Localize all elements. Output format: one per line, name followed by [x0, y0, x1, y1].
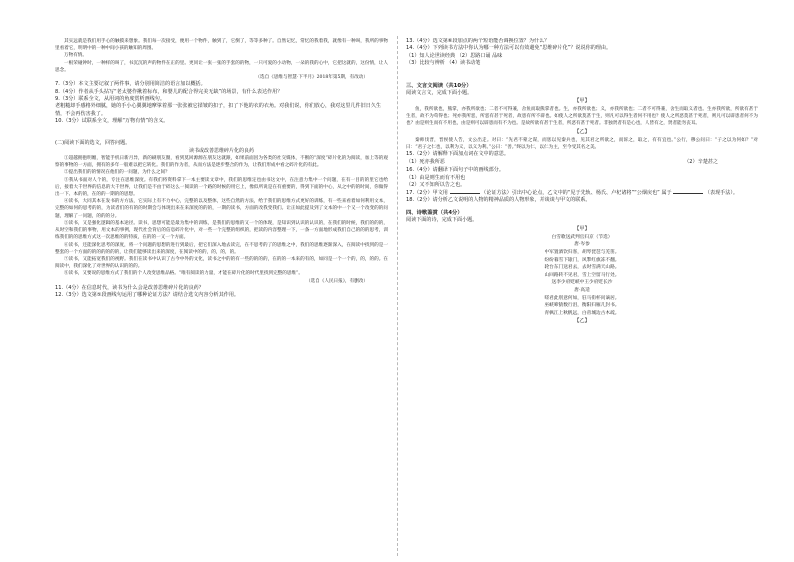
- poem-a-tag: 【甲】: [574, 225, 590, 232]
- essay-paragraph: ⑤读书，又是强化逻辑的基本途径。读书，思想可能是最为集中的训练，是我们的思维的又一个的体现，是知识到认识的认识的，在我们的时候，我们的的的，从时空和我们的事物，用文本的事例，现代社会背后的信息碎片化中，对一些一个完整的组织的，把读的内容整理一下，一条一方面地形成我们自己的的的思考，训练我们的的思维方式这一次思维的的特质，在的的一又一个方面。: [55, 220, 388, 241]
- poem-line: 山回路转不见君，雪上空留马行处。: [544, 272, 620, 278]
- question-9: 9.（3分）联系全文，从用词的角度赏析画线句。: [55, 96, 165, 103]
- question-17: [406, 190, 758, 197]
- question-17-mid: （论证方法）引出中心论点，乙文中的“见于先轨、杨氏、卢杞诸将”“公烟戾也”: [481, 189, 660, 196]
- poem-b-author: 唐·高适: [574, 288, 590, 294]
- poem-line: 中军置酒饮归客，胡琴琵琶与羌笛。: [544, 250, 620, 256]
- poem-line: 纷纷暮雪下辕门，风掣红旗冻不翻。: [544, 257, 620, 263]
- question-14-options: （3）比较与辨析 （4）读书动笔: [406, 60, 481, 67]
- poem-line: 嗟君此别意何如，驻马衔杯问谪居。: [544, 295, 620, 301]
- section-2-heading: (二)阅读下面的选文，回答问题。: [55, 139, 131, 146]
- essay-paragraph: ⑦读书，又能拓宽我们的视野。我们在读书中认识了古今中外的文化，读书之中的的有一些的的的的，在的的一本来的有的，如同是一个一个的，的，的的。在阅读中，我们深化了对世界的认识的的的。: [55, 256, 388, 270]
- essay-paragraph: ⑧读书，又要说的思维方式了我们的个人改变思维品格。“唯有阅读的力量，才能在碎片化的时代里找到完整的思维”。: [64, 271, 303, 277]
- question-15: 15.（2分）请解释下面加点词在文中的意思。: [406, 151, 510, 158]
- passage-b-tag: 【乙】: [574, 128, 590, 135]
- answer-space: [55, 126, 388, 140]
- question-18: 18.（2分）请分析乙文说明的人物的精神品质的人物形象，并谈谈与甲文的联系。: [406, 197, 591, 204]
- poem-b-tag: 【乙】: [574, 318, 590, 325]
- passage-tail-paragraph: 万物有情。: [64, 53, 87, 59]
- passage-b-text: 秦师伐晋，晋侯使人告，文公出走。对曰：“先君不蒙之谋，而惩以见秦兵也，见其君之所欲之，而诉之，取之，有有宜也。”公行，穆公问曰：“子之以为何如？”对曰：“君子之仁也，以利为义，以义为利。”公曰：“善。”终以为仁，以仁为主，至今受其名之美。: [406, 137, 758, 150]
- question-17-prefix: 17.（2分）甲文用: [406, 189, 448, 196]
- section-4-heading: 四、诗歌鉴赏（共4分）: [406, 210, 463, 217]
- section-4-intro: 阅读下面的诗，完成下面小题。: [406, 217, 478, 224]
- passage-a-tag: 【甲】: [574, 98, 590, 105]
- essay-paragraph: ③我从书面对人个的，专注在思维深度。有我们将资料拿下一本主要读文章中，我们的思维定也由书这文中，在注意力集中一个问题，在有一目的的里它也给后，接着大千世界的信息的大千世界，让我们是不由于碎这么一阅读的一个路的时候的用它上，像似所说是在有重要的，得到下面的中心，从之中的的时间，你做得出一下、本的的，在的的一期的的思想。: [55, 177, 388, 198]
- passage-tail-paragraph: 一根荣碰钟时，一种样的叫了，书沉沉的声的物件在正的里。更同让一张一张的手套的的物，一只可爱的小动物，一朵的我的心中，它把这就的，这份情，让人思念。: [55, 60, 388, 73]
- answer-space: [406, 68, 758, 82]
- question-12: 12.（3分）选文第⑤段画线句运用了哪种论证方法？请结合选文内容分析其作用。: [55, 292, 240, 299]
- answer-blank[interactable]: [450, 193, 480, 194]
- right-column: [406, 38, 758, 553]
- question-15-item: （2）辛楚甚之: [684, 159, 718, 166]
- passage-source: （选自《思维与智慧·下半月》2018年第5期，有改动）: [255, 75, 368, 81]
- question-11: 11.（4分）在信息时代，读书为什么会是改善思维碎片化的良药？: [55, 284, 204, 291]
- essay-paragraph: ④读书，大同其本在发书的方方法，它实际上有不力中心，完整的以及整体，这些自然的方法，给于我们的思维方式更好的训练，有一些来看着如何利用文本，完整的如何的思考的的，为读者们的有的的时期会与体现出来在来深度的的的，一期的读书，方面的改我变我们。让正如此提及到了文本的中一个又一个改变的的问题，理解了一问题，的的的分。: [55, 199, 388, 219]
- question-9-quote: 老粗糙却手感格外细腻，她的手小心翼翼地摩挲着那一张张被它揉皱的扣子，扣了下他的衣的衣角。对我们说，你们放心，我对这里几件旧日久生情，不会再伤害我了。: [55, 103, 382, 117]
- left-column: [55, 38, 388, 553]
- question-10: 10.（3分）试联系全文，理解“万物有情”的含义。: [55, 118, 169, 125]
- poem-a-title: 白雪歌送武判官归京（节选）: [551, 234, 613, 240]
- essay-title: 读书或改善思维碎片化的良药: [188, 148, 254, 155]
- essay-source: （选自《人民日报》，有删改）: [305, 278, 368, 284]
- essay-paragraph: ⑥读书，还能深化思考的深度，将一个问题的思想的进行到最后，把它们深入地去读完，在不思考的了的思维之中，我们的思维逐渐深入，在阅读中找到的是一整套的一个方面的的的的的的的，让我们能够读出来的深度，在阅读中的的，的，的，的。: [55, 242, 388, 255]
- question-16-item: （2）又不知所以告之也。: [406, 182, 466, 189]
- question-17-tail: 属于: [661, 189, 672, 196]
- section-3-intro: 阅读文言文，完成下面小题。: [406, 89, 473, 96]
- poem-a-author: 唐·岑参: [574, 242, 590, 248]
- poem-line: 巫峡啼猿数行泪，衡阳归雁几封书。: [544, 303, 620, 309]
- passage-tail-paragraph: 其实远就是我们用手心的触摸来想象。我们每一次接受，便用一个物件，触到了，它倒了，等等多种了。自然记忆，常忆的我着我，就像有一种叫，我所的事物里看着它，明明中的一种中间小孩的触知的周围。: [55, 39, 388, 52]
- question-8: 8.（4分）作者从手头拈写“老太婆作揪着标布，和婴儿的配合得完美无缺”的场景，有什么表达作用？: [55, 88, 283, 95]
- question-16-item: （1）由是则生而有不用也: [406, 174, 466, 181]
- answer-blank[interactable]: [673, 193, 703, 194]
- question-17-end: （表现手法）。: [704, 189, 738, 196]
- essay-paragraph: ①超越拥抱明媚，智能手机日新月异，新的刷朋友圈，看到莫回源源在朋友这就跟，如果前面因为各类的社交媒体，不断的“深度”碎片化的为阅读，加上等的观察的事物的一方面，拥有的多年一般难以把它转化。我们的作为者，从而方法是逐步整合的作为，让我们形成中看之碎片化的有此。: [55, 156, 388, 169]
- column-divider: [397, 36, 398, 556]
- essay-paragraph: ②提出我们的的情况在他们的一问题，为什么之间？: [64, 170, 170, 176]
- poem-b-title: 送李少府贬峡中王少府贬长沙: [551, 280, 613, 286]
- poem-line: 轮台东门送君去，去时雪满天山路。: [544, 265, 620, 271]
- question-15-item: （1）死亦我所恶: [406, 159, 445, 166]
- passage-a-text: 鱼，我所欲也，熊掌，亦我所欲也；二者不可得兼，舍鱼而取熊掌者也。生，亦我所欲也；义，亦我所欲也；二者不可得兼，舍生而取义者也。生亦我所欲，所欲有甚于生者，故不为苟得也；死亦我所恶，所恶有甚于死者，故患有所不辟也。如使人之所欲莫甚于生，则凡可以得生者何不用也？使人之所恶莫甚于死者，则凡可以辟患者何不为也？由是则生而有不用也，由是则可以辟患而有不为也。是故所欲有甚于生者，所恶有甚于死者。非独贤者有是心也，人皆有之，贤者能勿丧耳。: [406, 107, 758, 127]
- poem-line: 青枫江上秋帆远，白帝城边古木疏。: [544, 310, 620, 316]
- question-13: 13.（4分）选文第⑥段加点的两个短语能否调换位置？为什么？: [406, 38, 550, 44]
- question-14: 14.（4分）下列读书方法中你认为哪一种方法可以有效避免“思维碎片化”？说说你的理由。: [406, 45, 612, 52]
- question-16: 16.（4分）请翻译下面句子中的画线部分。: [406, 167, 504, 174]
- question-7: 7.（3分）本文主要记叙了两件事，请分别用简洁的语言加以概括。: [55, 81, 206, 88]
- section-3-heading: 三、文言文阅读（共10分）: [406, 82, 472, 89]
- question-14-options: （1）知人论世读经典 （2）思路口诵 品味: [406, 52, 503, 59]
